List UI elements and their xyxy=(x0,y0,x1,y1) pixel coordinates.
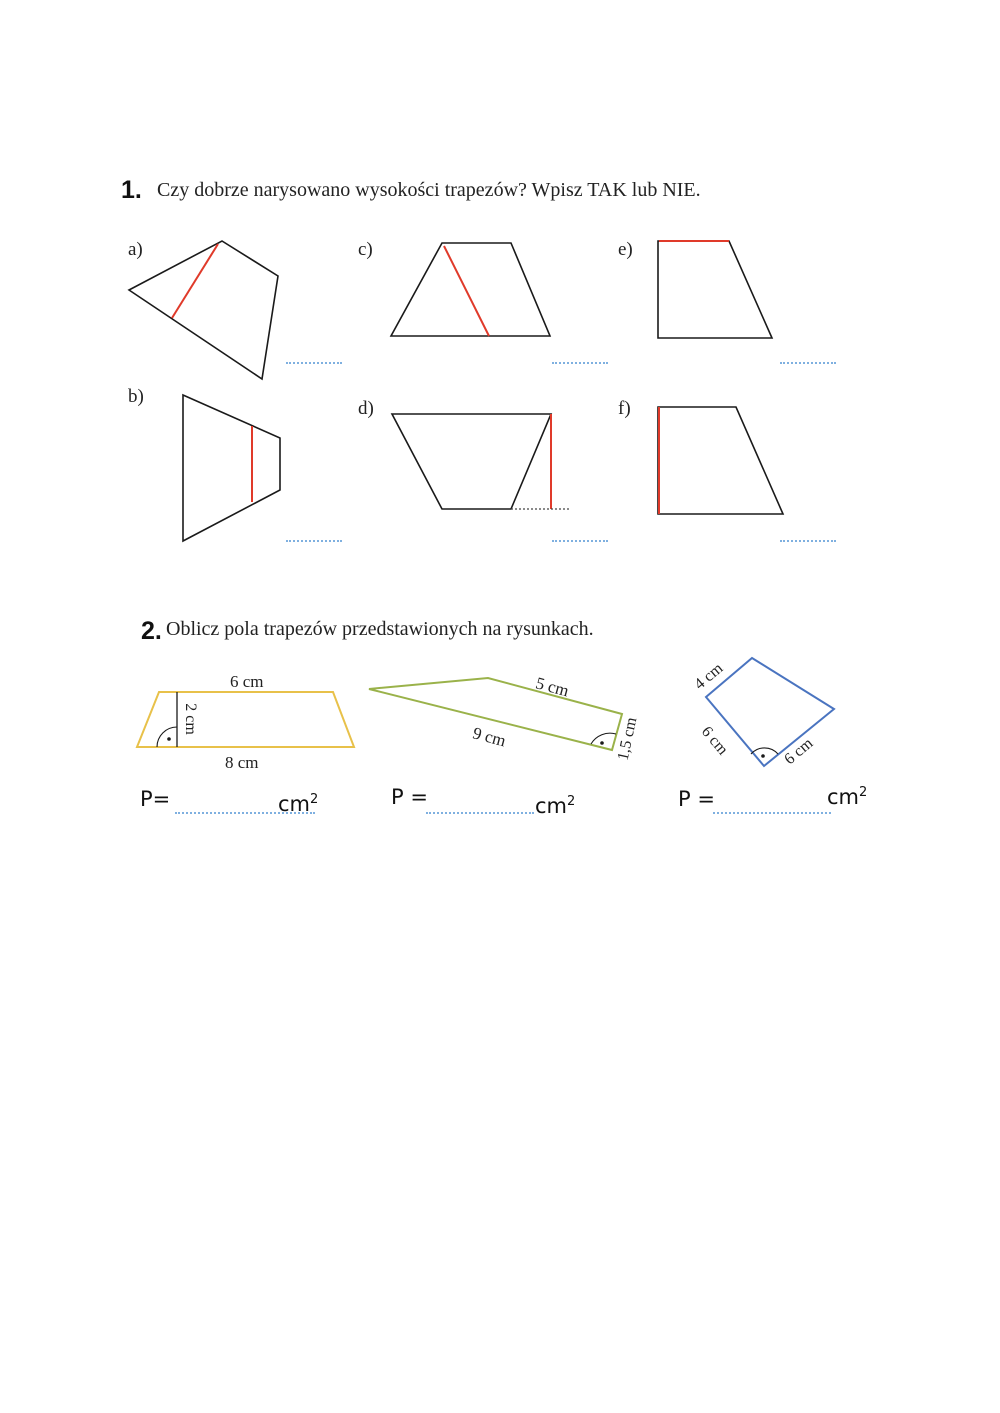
answer2-unit: $cm^2$ xyxy=(535,794,576,818)
answer1-label: P= xyxy=(140,787,171,811)
answer2-input[interactable] xyxy=(426,812,534,814)
fig2-side1-label: 5 cm xyxy=(533,673,571,701)
fig3-side3-label: 6 cm xyxy=(781,734,817,769)
fig1-bottom-label: 8 cm xyxy=(225,753,259,772)
label-d: d) xyxy=(358,398,374,419)
answer1-unit: $cm^2$ xyxy=(278,792,319,816)
fig2-right-angle-dot xyxy=(600,741,604,745)
label-c: c) xyxy=(358,239,373,260)
answer3-label: P = xyxy=(678,787,715,811)
answer2-label: P = xyxy=(391,785,428,809)
task2-question: Oblicz pola trapezów przedstawionych na rysunkach. xyxy=(166,618,594,640)
fig3-right-angle-dot xyxy=(761,754,765,758)
answer3-unit: $cm^2$ xyxy=(827,785,868,809)
label-b: b) xyxy=(128,386,144,407)
fig3-side2-label: 6 cm xyxy=(697,723,732,759)
task2-number: 2. xyxy=(141,617,162,645)
fig2-height-label: 1,5 cm xyxy=(614,715,641,762)
label-f: f) xyxy=(618,398,631,419)
task1-question: Czy dobrze narysowano wysokości trapezów? Wpisz TAK lub NIE. xyxy=(157,179,701,201)
fig3-side1-label: 4 cm xyxy=(691,659,727,694)
fig1-right-angle-dot xyxy=(167,737,171,741)
fig1-top-label: 6 cm xyxy=(230,672,264,691)
fig1-right-angle-arc xyxy=(157,727,177,747)
task1-number: 1. xyxy=(121,176,142,204)
label-e: e) xyxy=(618,239,633,260)
fig3-right-angle-arc xyxy=(751,748,778,754)
label-a: a) xyxy=(128,239,143,260)
fig1-height-label: 2 cm xyxy=(182,703,199,735)
answer3-input[interactable] xyxy=(713,812,831,814)
fig2-side2-label: 9 cm xyxy=(470,723,508,751)
